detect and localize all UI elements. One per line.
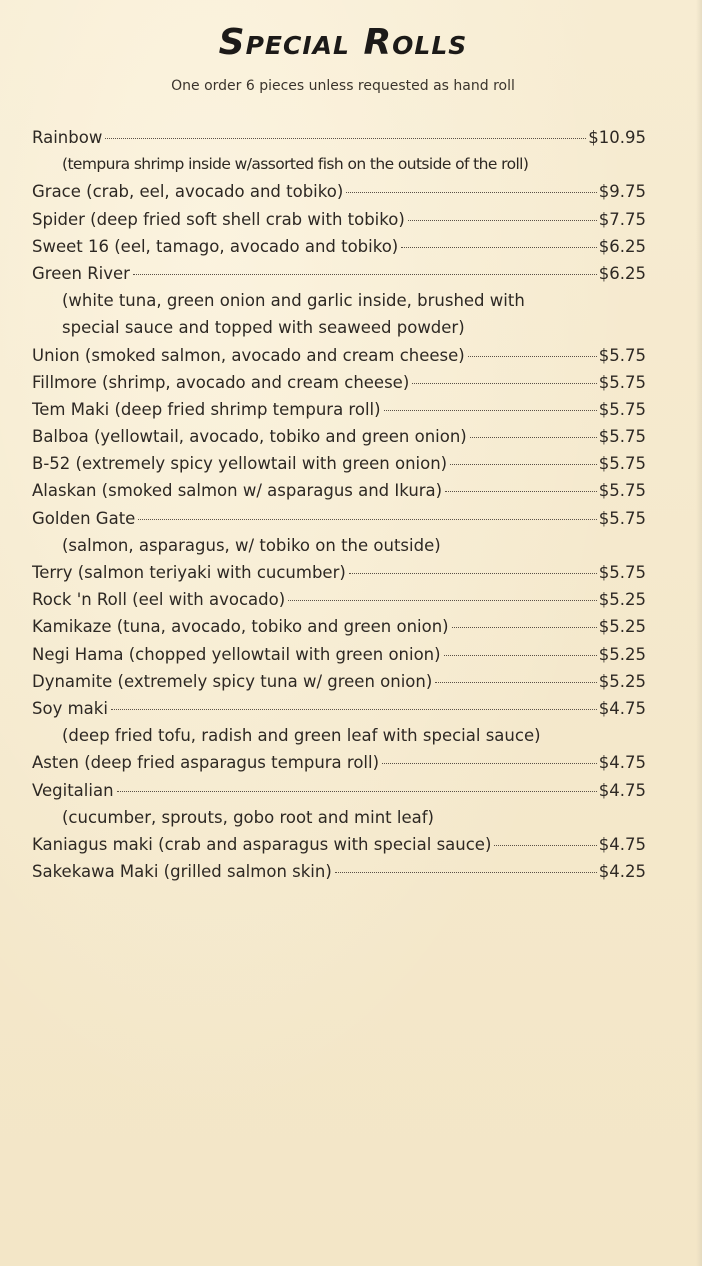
menu-item-description: (cucumber, sprouts, gobo root and mint leaf) [62, 807, 434, 827]
menu-item-price: $5.25 [598, 617, 646, 637]
dot-leader [117, 791, 597, 792]
menu-item [32, 695, 646, 722]
dot-leader [349, 573, 597, 574]
dot-leader [445, 491, 597, 492]
menu-item [32, 641, 646, 668]
dot-leader [450, 464, 597, 465]
menu-item-name: Spider (deep fried soft shell crab with tobiko) [32, 209, 405, 229]
menu-item-name: Tem Maki (deep fried shrimp tempura roll) [32, 399, 381, 419]
menu-item-name: Union (smoked salmon, avocado and cream cheese) [32, 345, 465, 365]
menu-item-price: $5.25 [598, 671, 646, 691]
menu-item-name: Balboa (yellowtail, avocado, tobiko and green onion) [32, 427, 467, 447]
menu-item [32, 831, 646, 858]
menu-item-price: $5.75 [598, 345, 646, 365]
menu-item-price: $6.25 [598, 263, 646, 283]
menu-item [32, 178, 646, 205]
menu-item [32, 505, 646, 532]
dot-leader [408, 220, 597, 221]
menu-item-description: (deep fried tofu, radish and green leaf with special sauce) [62, 726, 541, 746]
dot-leader [382, 763, 597, 764]
menu-item [32, 858, 646, 885]
menu-item-price: $5.75 [598, 454, 646, 474]
menu-item-name: Soy maki [32, 698, 108, 718]
menu-item-name: Dynamite (extremely spicy tuna w/ green onion) [32, 671, 433, 691]
menu-item-price: $7.75 [598, 209, 646, 229]
dot-leader [138, 519, 596, 520]
menu-item [32, 749, 646, 776]
menu-item-price: $5.75 [598, 481, 646, 501]
menu-item-price: $5.25 [598, 590, 646, 610]
menu-item [32, 260, 646, 287]
menu-item [32, 206, 646, 233]
menu-item [32, 423, 646, 450]
menu-item-price: $5.75 [598, 563, 646, 582]
dot-leader [105, 138, 586, 139]
menu-item-price: $5.75 [598, 508, 646, 528]
dot-leader [444, 655, 597, 656]
page-subtitle: One order 6 pieces unless requested as hand roll [171, 78, 515, 94]
menu-item [32, 559, 646, 586]
menu-item-name: Terry (salmon teriyaki with cucumber) [32, 563, 346, 582]
menu-item-name: Fillmore (shrimp, avocado and cream cheese) [32, 372, 410, 392]
menu-item-price: $4.75 [598, 834, 646, 854]
dot-leader [335, 872, 597, 873]
page-title: Special Rolls [218, 22, 468, 63]
menu-item-name: Sweet 16 (eel, tamago, avocado and tobiko) [32, 236, 399, 256]
menu-item-name: Kamikaze (tuna, avocado, tobiko and green onion) [32, 617, 449, 637]
menu-item-name: Green River [32, 263, 130, 283]
dot-leader [346, 192, 596, 193]
menu-item-description: (white tuna, green onion and garlic inside, brushed with [62, 291, 525, 311]
menu-item-name: Vegitalian [32, 780, 114, 800]
dot-leader [470, 437, 597, 438]
menu-item [32, 369, 646, 396]
dot-leader [401, 247, 597, 248]
menu-item-description: (tempura shrimp inside w/assorted fish on the outside of the roll) [62, 155, 529, 174]
menu-item-name: Rock 'n Roll (eel with avocado) [32, 590, 286, 610]
menu-item [32, 777, 646, 804]
menu-item-price: $4.75 [598, 780, 646, 800]
menu-item-name: Rainbow [32, 128, 103, 147]
menu-item [32, 477, 646, 504]
menu-item-name: Sakekawa Maki (grilled salmon skin) [32, 862, 332, 882]
menu-item-name: Negi Hama (chopped yellowtail with green onion) [32, 644, 441, 664]
menu-item [32, 233, 646, 260]
menu-item-name: Grace (crab, eel, avocado and tobiko) [32, 182, 344, 202]
page-edge-shadow [696, 0, 702, 1266]
menu-item [32, 124, 646, 151]
dot-leader [133, 274, 597, 275]
menu-item [32, 396, 646, 423]
menu-item-name: Golden Gate [32, 508, 136, 528]
dot-leader [384, 410, 597, 411]
menu-item [32, 613, 646, 640]
dot-leader [288, 600, 597, 601]
menu-item-name: B-52 (extremely spicy yellowtail with green onion) [32, 454, 448, 474]
menu-list [32, 124, 646, 885]
menu-item-price: $5.75 [598, 372, 646, 392]
dot-leader [435, 682, 596, 683]
dot-leader [468, 356, 597, 357]
menu-item [32, 450, 646, 477]
menu-item-price: $5.25 [598, 644, 646, 664]
menu-item-description: special sauce and topped with seaweed powder) [62, 318, 465, 338]
menu-item-price: $6.25 [598, 236, 646, 256]
menu-item-price: $4.75 [598, 753, 646, 773]
menu-item [32, 586, 646, 613]
menu-item-price: $9.75 [598, 182, 646, 202]
menu-item-price: $5.75 [598, 427, 646, 447]
dot-leader [494, 845, 596, 846]
dot-leader [452, 627, 597, 628]
menu-item [32, 668, 646, 695]
menu-item-name: Alaskan (smoked salmon w/ asparagus and Ikura) [32, 481, 443, 501]
menu-item-description: (salmon, asparagus, w/ tobiko on the outside) [62, 535, 441, 555]
menu-item-name: Asten (deep fried asparagus tempura roll) [32, 753, 380, 773]
menu-item-price: $4.25 [598, 862, 646, 882]
menu-item-price: $5.75 [598, 399, 646, 419]
dot-leader [412, 383, 596, 384]
menu-item-price: $10.95 [588, 128, 646, 147]
dot-leader [111, 709, 597, 710]
menu-item-name: Kaniagus maki (crab and asparagus with special sauce) [32, 834, 492, 854]
menu-item [32, 342, 646, 369]
menu-item-price: $4.75 [598, 698, 646, 718]
